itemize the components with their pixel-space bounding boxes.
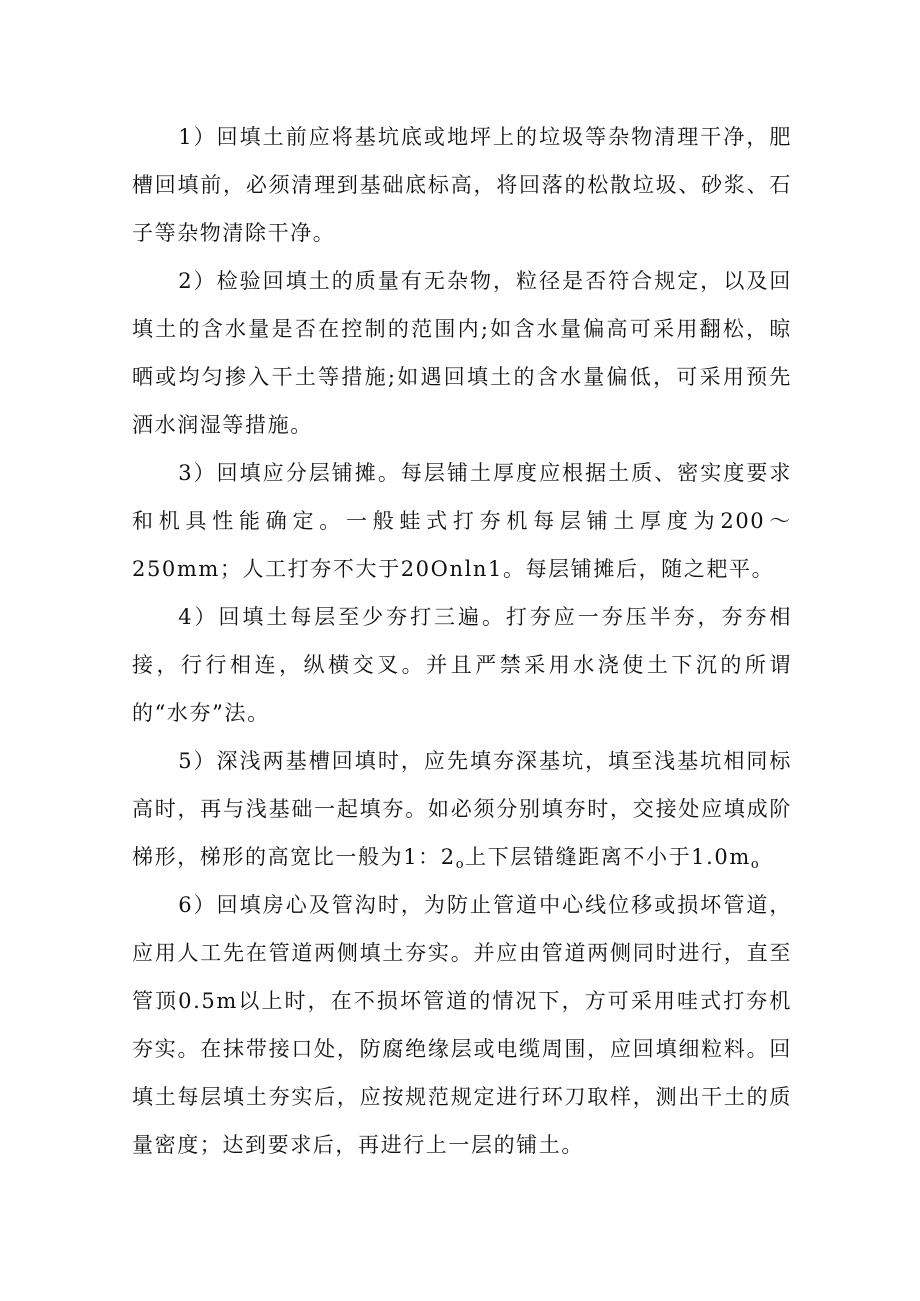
paragraph-4: 4）回填土每层至少夯打三遍。打夯应一夯压半夯，夯夯相接，行行相连，纵横交叉。并且严禁采用水浇使土下沉的所谓的“水夯”法。 (132, 605, 792, 725)
paragraph-5-subscript-1: o (455, 857, 466, 872)
paragraph-6: 6）回填房心及管沟时，为防止管道中心线位移或损坏管道，应用人工先在管道两侧填土夯实。并应由管道两侧同时进行，直至管顶0.5m以上时，在不损坏管道的情况下，方可采用哇式打夯机夯实。在抹带接口处，防腐绝缘层或电缆周围，应回填细粒料。回填土每层填土夯实后，应按规范规定进行环刀取样，测出干土的质量密度；达到要求后，再进行上一层的铺土。 (132, 893, 792, 1157)
document-body (132, 113, 792, 1169)
paragraph-5-text-2: 上下层错缝距离不小于1.0m (465, 845, 751, 869)
paragraph-1: 1）回填土前应将基坑底或地坪上的垃圾等杂物清理干净，肥槽回填前，必须清理到基础底标高，将回落的松散垃圾、砂浆、石子等杂物清除干净。 (132, 125, 792, 245)
paragraph-3: 3）回填应分层铺摊。每层铺土厚度应根据土质、密实度要求和机具性能确定。一般蛙式打夯机每层铺土厚度为200～250mm；人工打夯不大于20Onln1。每层铺摊后，随之耙平。 (132, 461, 792, 581)
paragraph-5-subscript-2: o (750, 857, 761, 872)
paragraph-5 (132, 737, 792, 881)
paragraph-2: 2）检验回填土的质量有无杂物，粒径是否符合规定，以及回填土的含水量是否在控制的范围内;如含水量偏高可采用翻松，晾晒或均匀掺入干土等措施;如遇回填土的含水量偏低，可采用预先洒水润湿等措施。 (132, 269, 792, 437)
paragraph-5-text-1: 5）深浅两基槽回填时，应先填夯深基坑，填至浅基坑相同标高时，再与浅基础一起填夯。如必须分别填夯时，交接处应填成阶梯形，梯形的高宽比一般为1：2 (132, 749, 792, 869)
